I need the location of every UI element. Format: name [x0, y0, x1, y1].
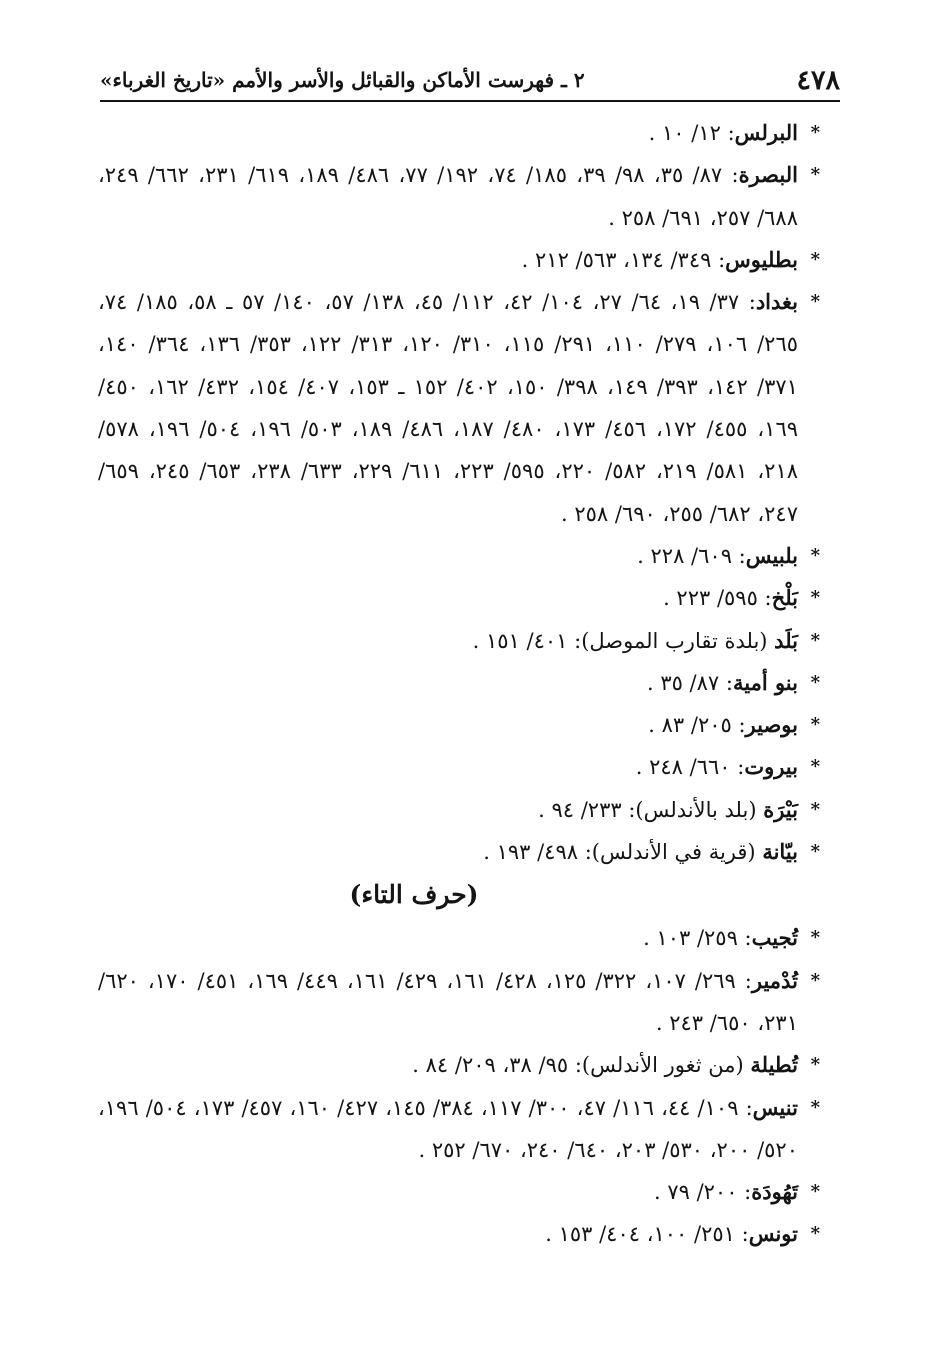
index-entry	[98, 1044, 820, 1086]
entry-term: بيّانة	[762, 839, 798, 865]
entry-references: (بلد بالأندلس): ٢٣٣/ ٩٤ .	[538, 797, 764, 822]
page-header	[100, 60, 840, 102]
index-entry	[98, 704, 820, 746]
index-entry	[98, 1213, 820, 1255]
entry-term: بطليوس	[725, 246, 798, 272]
section-heading: (حرف التاء)	[349, 880, 479, 910]
bullet-star: *	[810, 969, 820, 991]
entry-references: : ٦٠٩/ ٢٢٨ .	[637, 543, 746, 568]
running-title: ٢ ـ فهرست الأماكن والقبائل والأسر والأمم «تاريخ الغرباء»	[100, 68, 585, 92]
entry-term: بَيْرَة	[763, 796, 798, 822]
entry-references: : ٢٥١/ ١٠٠، ٤٠٤/ ١٥٣ .	[545, 1222, 749, 1247]
entry-term: بَلَد	[774, 627, 798, 653]
entry-term: تَهُودَة	[751, 1179, 798, 1205]
index-entry	[98, 239, 820, 281]
entry-references: : ٢٠٠/ ٧٩ .	[653, 1180, 752, 1205]
bullet-star: *	[810, 798, 820, 820]
entry-references: : ٢٥٩/ ١٠٣ .	[643, 926, 752, 951]
entry-term: تُطيلة	[750, 1052, 798, 1078]
entry-references: : ٣٧/ ١٩، ٦٤/ ٢٧، ١٠٤/ ٤٢، ١١٢/ ٤٥، ١٣٨/ ٥٧، ١٤٠/ ٥٧ ـ ٥٨، ١٨٥/ ٧٤، ٢٦٥/ ١٠٦، ٢٧٩/ ١١٠، ٢٩١/ ١١٥، ٣١٠/ ١٢٠، ٣١٣/ ١٢٢، ٣٥٣/ ١٣٦، ٣٦٤/ ١٤٠، ٣٧١/ ١٤٢، ٣٩٣/ ١٤٩، ٣٩٨/ ١٥٠، ٤٠٢/ ١٥٢ ـ ١٥٣، ٤٠٧/ ١٥٤، ٤٣٢/ ١٦٢، ٤٥٠/ ١٦٩، ٤٥٥/ ١٧٢، ٤٥٦/ ١٧٣، ٤٨٠/ ١٨٧، ٤٨٦/ ١٨٩، ٥٠٣/ ١٩٦، ٥٠٤/ ١٩٦، ٥٧٨/ ٢١٨، ٥٨١/ ٢١٩، ٥٨٢/ ٢٢٠، ٥٩٥/ ٢٢٣، ٦١١/ ٢٢٩، ٦٣٣/ ٢٣٨، ٦٥٣/ ٢٤٥، ٦٥٩/ ٢٤٧، ٦٨٢/ ٢٥٥، ٦٩٠/ ٢٥٨ .	[98, 290, 799, 526]
bullet-star: *	[810, 544, 820, 566]
bullet-star: *	[810, 1223, 820, 1245]
entry-references: : ١٢/ ١٠ .	[648, 121, 735, 145]
entry-references: (قرية في الأندلس): ٤٩٨/ ١٩٣ .	[483, 840, 763, 865]
entry-references: : ٨٧/ ٣٥، ٩٨/ ٣٩، ١٨٥/ ٧٤، ١٩٢/ ٧٧، ٤٨٦/ ١٨٩، ٦١٩/ ٢٣١، ٦٦٢/ ٢٤٩، ٦٨٨/ ٢٥٧، ٦٩١/ ٢٥٨ .	[98, 163, 798, 230]
entry-term: البرلس	[734, 120, 798, 145]
bullet-star: *	[810, 1181, 820, 1203]
bullet-star: *	[810, 291, 820, 313]
bullet-star: *	[810, 671, 820, 693]
entry-references: : ١٠٩/ ٤٤، ١١٦/ ٤٧، ٣٠٠/ ١١٧، ٣٨٤/ ١٤٥، ٤٢٧/ ١٦٠، ٤٥٧/ ١٧٣، ٥٠٤/ ١٩٦، ٥٢٠/ ٢٠٠، ٥٣٠/ ٢٠٣، ٦٤٠/ ٢٤٠، ٦٧٠/ ٢٥٢ .	[98, 1095, 798, 1162]
entry-term: بيروت	[744, 754, 798, 780]
bullet-star: *	[810, 122, 820, 143]
entry-references: : ٨٧/ ٣٥ .	[646, 670, 733, 695]
entry-term: تُدْمير	[751, 967, 798, 993]
entry-references: : ٣٤٩/ ١٣٤، ٥٦٣/ ٢١٢ .	[521, 247, 726, 272]
bullet-star: *	[810, 1096, 820, 1118]
bullet-star: *	[810, 714, 820, 736]
entry-term: بَلْخ	[771, 585, 798, 611]
index-entry	[98, 662, 820, 704]
bullet-star: *	[810, 587, 820, 609]
entry-references: (من ثغور الأندلس): ٩٥/ ٣٨، ٢٠٩/ ٨٤ .	[412, 1053, 751, 1078]
index-entry	[98, 1171, 820, 1213]
entry-references: : ٢٦٩/ ١٠٧، ٣٢٢/ ١٢٥، ٤٢٨/ ١٦١، ٤٢٩/ ١٦١، ٤٤٩/ ١٦٩، ٤٥١/ ١٧٠، ٦٢٠/ ٢٣١، ٦٥٠/ ٢٤٣ .	[98, 968, 798, 1035]
entries-group-ba	[98, 112, 820, 873]
entry-term: بلبيس	[745, 542, 798, 568]
index-entry	[98, 960, 820, 1045]
bullet-star: *	[810, 927, 820, 949]
index-body	[98, 112, 820, 1256]
bullet-star: *	[810, 164, 820, 186]
bullet-star: *	[810, 248, 820, 270]
entry-references: : ٦٦٠/ ٢٤٨ .	[635, 755, 745, 780]
index-entry	[98, 112, 820, 154]
index-entry	[98, 620, 820, 662]
bullet-star: *	[810, 629, 820, 651]
bullet-star: *	[810, 1054, 820, 1076]
entries-group-ta	[98, 917, 820, 1255]
entry-term: بنو أمية	[732, 669, 798, 695]
index-entry	[98, 535, 820, 577]
entry-references: : ٢٠٥/ ٨٣ .	[648, 713, 746, 738]
page-number: ٤٧٨	[796, 64, 840, 96]
index-entry	[98, 154, 820, 239]
entry-references: : ٥٩٥/ ٢٢٣ .	[663, 586, 772, 611]
entry-term: بوصير	[745, 712, 798, 738]
entry-term: البصرة	[738, 162, 798, 188]
index-entry	[98, 577, 820, 619]
index-entry	[98, 789, 820, 831]
entry-term: تونس	[748, 1221, 798, 1247]
index-entry	[98, 746, 820, 788]
bullet-star: *	[810, 841, 820, 863]
bullet-star: *	[810, 756, 820, 778]
entry-term: تنيس	[752, 1094, 798, 1120]
index-entry	[98, 831, 820, 873]
entry-references: (بلدة تقارب الموصل): ٤٠١/ ١٥١ .	[472, 628, 775, 653]
index-entry	[98, 281, 820, 535]
index-entry	[98, 1087, 820, 1172]
entry-term: بغداد	[755, 289, 799, 315]
index-entry	[98, 917, 820, 959]
entry-term: تُجيب	[751, 925, 798, 951]
